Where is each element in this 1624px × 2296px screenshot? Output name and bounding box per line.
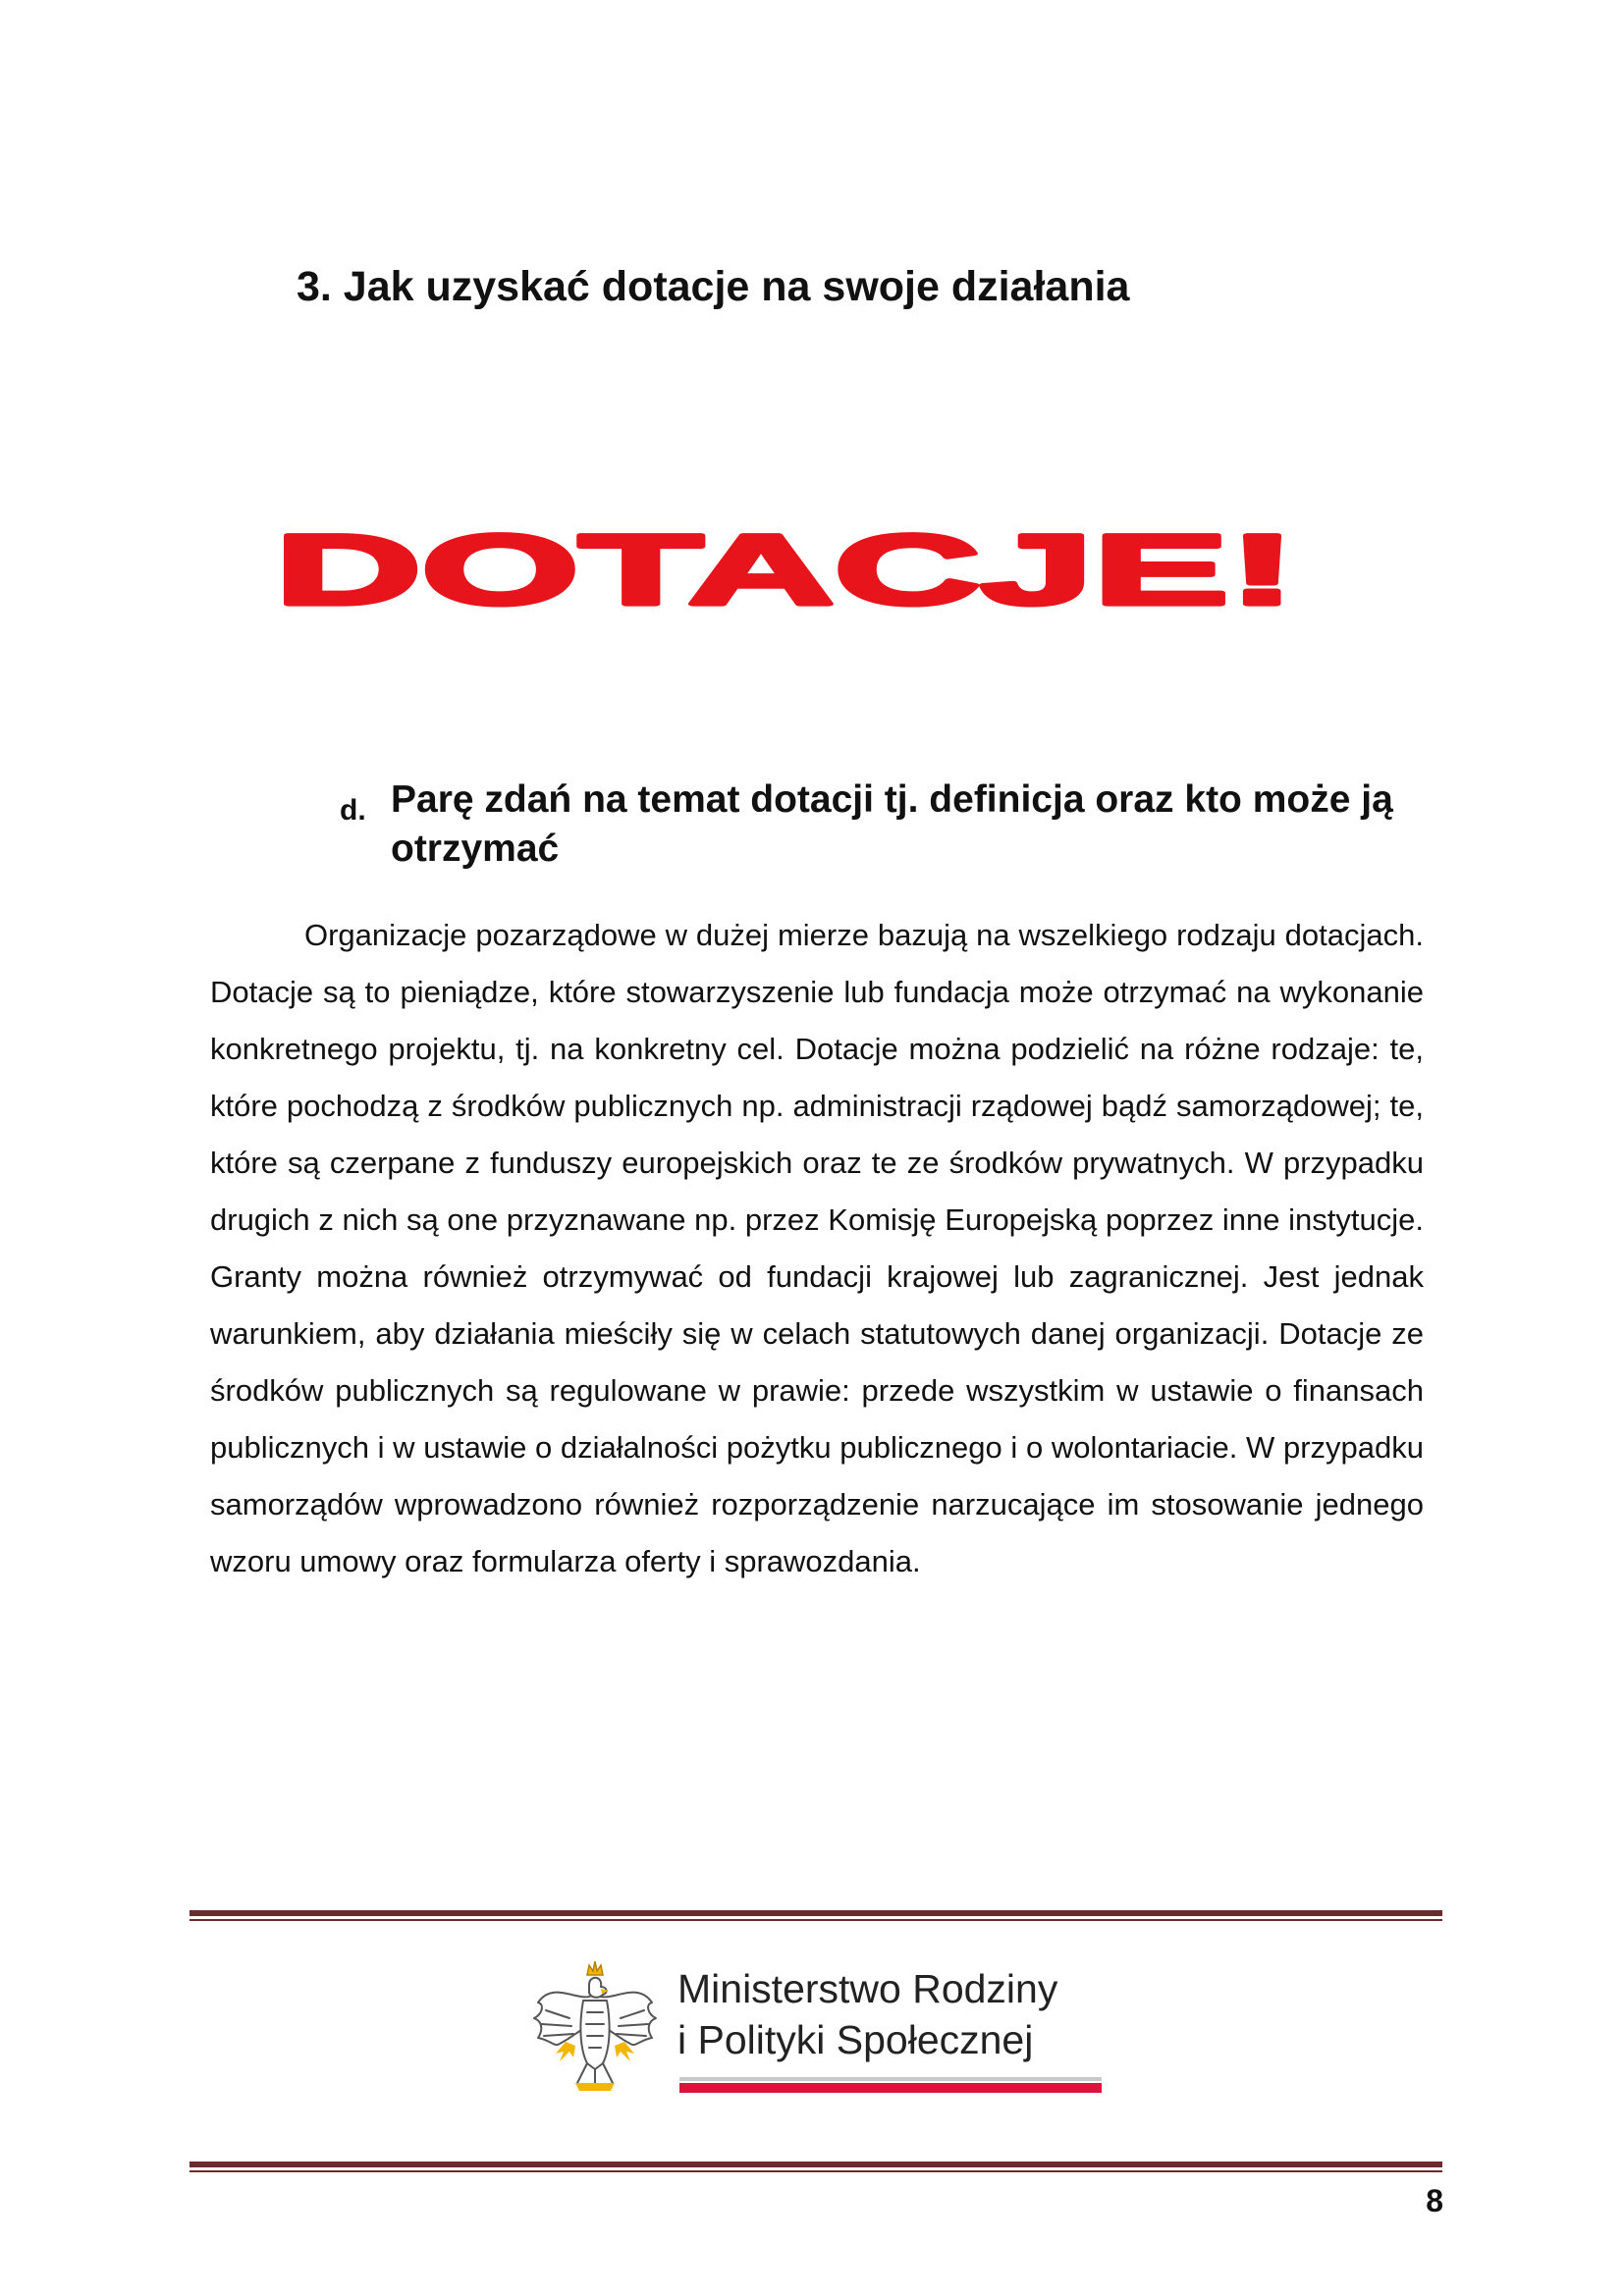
polish-eagle-icon (530, 1953, 660, 2101)
section-title: 3. Jak uzyskać dotacje na swoje działania (297, 263, 1130, 310)
banner-word: DOTACJE! (274, 513, 1296, 625)
ministry-logo (530, 1953, 1110, 2101)
ministry-name-line2: i Polityki Społecznej (677, 2017, 1034, 2062)
footer-divider-top (189, 1910, 1442, 1921)
ministry-name (677, 1963, 1057, 2065)
page-number: 8 (1426, 2183, 1443, 2218)
footer-divider-bottom (189, 2162, 1442, 2172)
flag-stripe (679, 2077, 1102, 2093)
ministry-name-line1: Ministerstwo Rodziny (677, 1966, 1058, 2011)
body-paragraph: Organizacje pozarządowe w dużej mierze bazują na wszelkiego rodzaju dotacjach. Dotacje są to pieniądze, które stowarzyszenie lub fundacja może otrzymać na wykonanie konkretnego projektu, tj. na konkretny cel. Dotacje można podzielić na różne rodzaje: te, które pochodzą z środków publicznych np. administracji rządowej bądź samorządowej; te, które są czerpane z funduszy europejskich oraz te ze środków prywatnych. W przypadku drugich z nich są one przyznawane np. przez Komisję Europejską poprzez inne instytucje. Granty można również otrzymywać od fundacji krajowej lub zagranicznej. Jest jednak warunkiem, aby działania mieściły się w celach statutowych danej organizacji. Dotacje ze środków publicznych są regulowane w prawie: przede wszystkim w ustawie o finansach publicznych i w ustawie o działalności pożytku publicznego i o wolontariacie. W przypadku samorządów wprowadzono również rozporządzenie narzucające im stosowanie jednego wzoru umowy oraz formularza oferty i sprawozdania. (210, 918, 1424, 1578)
subsection-letter: d. (340, 794, 366, 827)
subsection-title: Parę zdań na temat dotacji tj. definicja oraz kto może ją otrzymać (391, 778, 1393, 870)
banner-graphic (196, 442, 1375, 697)
subsection-heading (340, 775, 1430, 874)
dotacje-banner (196, 442, 1375, 697)
